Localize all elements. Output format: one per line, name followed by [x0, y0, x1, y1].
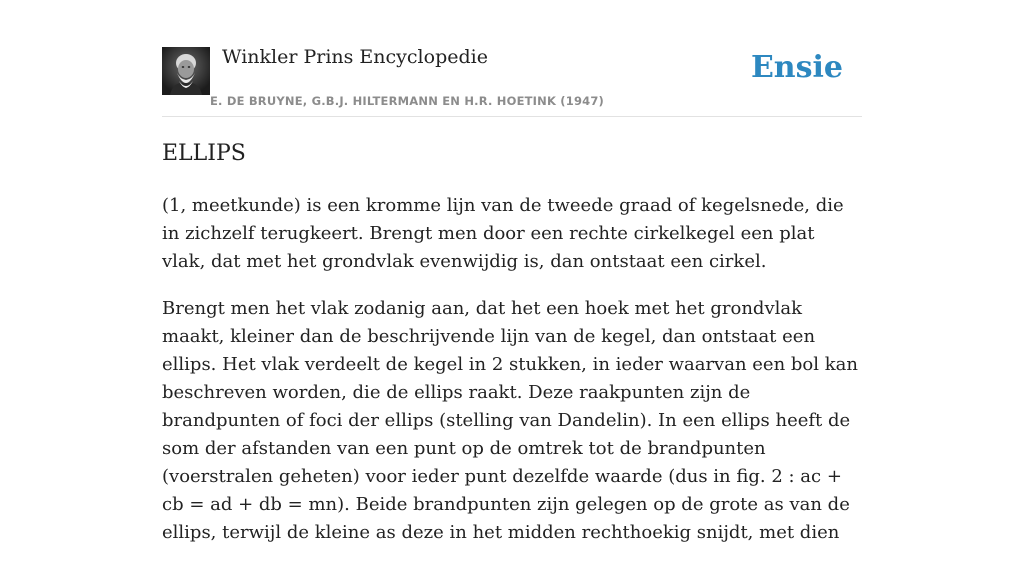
author-avatar[interactable]	[162, 47, 210, 95]
article-paragraph: (1, meetkunde) is een kromme lijn van de tweede graad of kegelsnede, die in zichzelf terugkeert. Brengt men door een rechte cirkelkegel een plat vlak, dat met het grondvlak evenwijdig is, dan ontstaat een cirkel.	[162, 195, 844, 272]
article-title: ELLIPS	[162, 141, 246, 166]
article	[162, 138, 862, 566]
authors-line: E. DE BRUYNE, G.B.J. HILTERMANN EN H.R. HOETINK (1947)	[210, 94, 605, 108]
portrait-photo-icon	[162, 47, 210, 95]
source-title[interactable]: Winkler Prins Encyclopedie	[222, 46, 488, 68]
article-paragraph: Brengt men het vlak zodanig aan, dat het een hoek met het grondvlak maakt, kleiner dan de beschrijvende lijn van de kegel, dan ontstaat een ellips. Het vlak verdeelt de kegel in 2 stukken, in ieder waarvan een bol kan beschreven worden, die de ellips raakt. Deze raakpunten zijn de brandpunten of foci der ellips (stelling van Dandelin). In een ellips heeft de som der afstanden van een punt op de omtrek tot de brandpunten (voerstralen geheten) voor ieder punt dezelfde waarde (dus in fig. 2 : ac + cb = ad + db = mn). Beide brandpunten zijn gelegen op de grote as van de ellips, terwijl de kleine as deze in het midden rechthoekig snijdt, met dien	[162, 298, 858, 543]
header	[162, 46, 862, 117]
brand-logo[interactable]: Ensie	[750, 50, 843, 85]
